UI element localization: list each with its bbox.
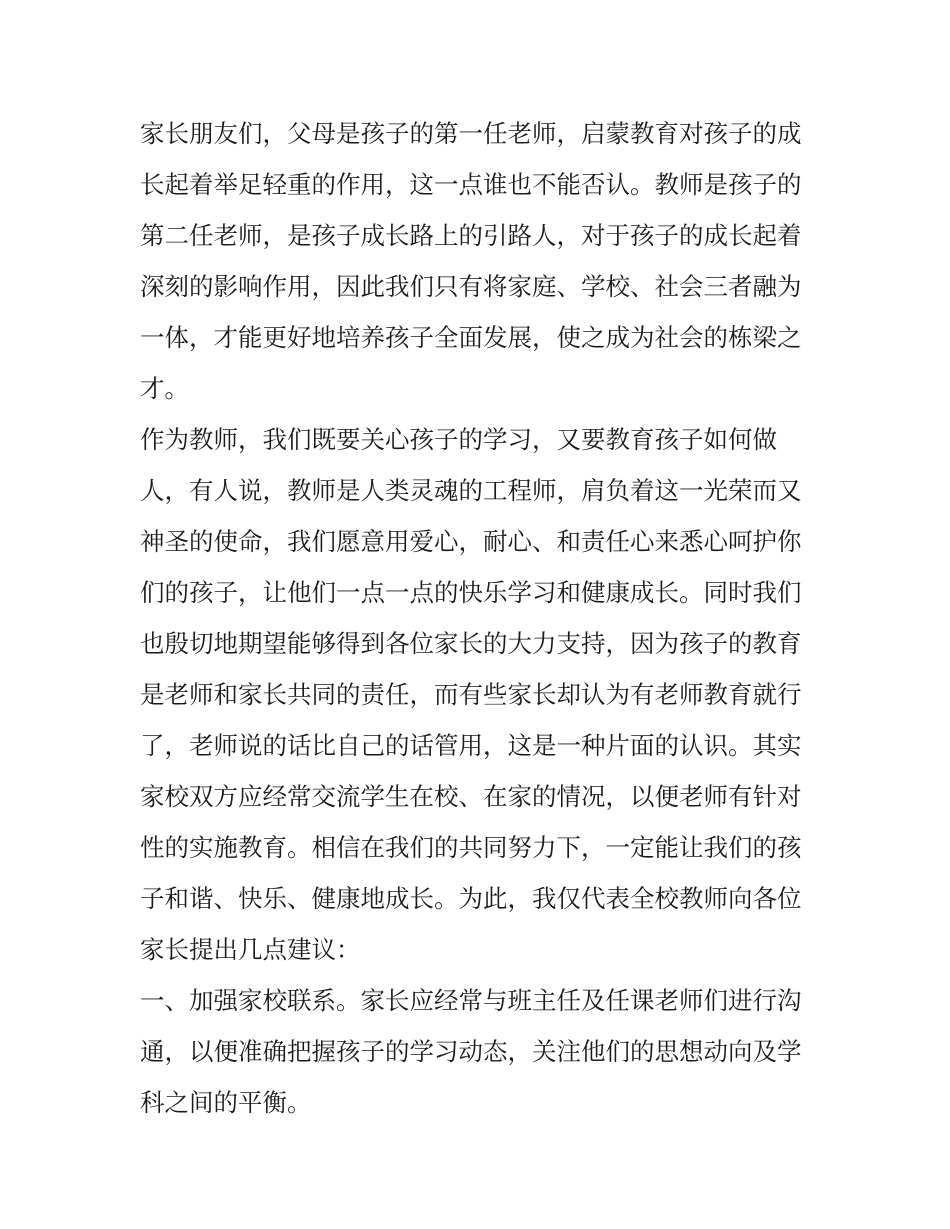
text-line: 作为教师，我们既要关心孩子的学习，又要教育孩子如何做 <box>140 425 777 454</box>
text-line: 人，有人说，教师是人类灵魂的工程师，肩负着这一光荣而又 <box>140 476 802 505</box>
text-line: 家长提出几点建议： <box>140 935 361 964</box>
text-line: 性的实施教育。相信在我们的共同努力下，一定能让我们的孩 <box>140 833 802 862</box>
text-line: 是老师和家长共同的责任，而有些家长却认为有老师教育就行 <box>140 680 802 709</box>
text-line: 深刻的影响作用，因此我们只有将家庭、学校、社会三者融为 <box>140 272 802 301</box>
text-line: 神圣的使命，我们愿意用爱心，耐心、和责任心来悉心呵护你 <box>140 527 802 556</box>
text-line: 家长朋友们，父母是孩子的第一任老师，启蒙教育对孩子的成 <box>140 119 802 148</box>
text-line: 们的孩子，让他们一点一点的快乐学习和健康成长。同时我们 <box>140 578 802 607</box>
text-line: 科之间的平衡。 <box>140 1088 312 1117</box>
document-body <box>140 108 820 1128</box>
text-line: 才。 <box>140 374 189 403</box>
text-line: 一体，才能更好地培养孩子全面发展，使之成为社会的栋梁之 <box>140 323 802 352</box>
text-line: 子和谐、快乐、健康地成长。为此，我仅代表全校教师向各位 <box>140 884 802 913</box>
text-line: 第二任老师，是孩子成长路上的引路人，对于孩子的成长起着 <box>140 221 802 250</box>
text-line: 了，老师说的话比自己的话管用，这是一种片面的认识。其实 <box>140 731 802 760</box>
text-line: 一、加强家校联系。家长应经常与班主任及任课老师们进行沟 <box>140 986 802 1015</box>
text-line: 通，以便准确把握孩子的学习动态，关注他们的思想动向及学 <box>140 1037 802 1066</box>
text-line: 也殷切地期望能够得到各位家长的大力支持，因为孩子的教育 <box>140 629 802 658</box>
text-line: 家校双方应经常交流学生在校、在家的情况，以便老师有针对 <box>140 782 802 811</box>
text-line: 长起着举足轻重的作用，这一点谁也不能否认。教师是孩子的 <box>140 170 802 199</box>
